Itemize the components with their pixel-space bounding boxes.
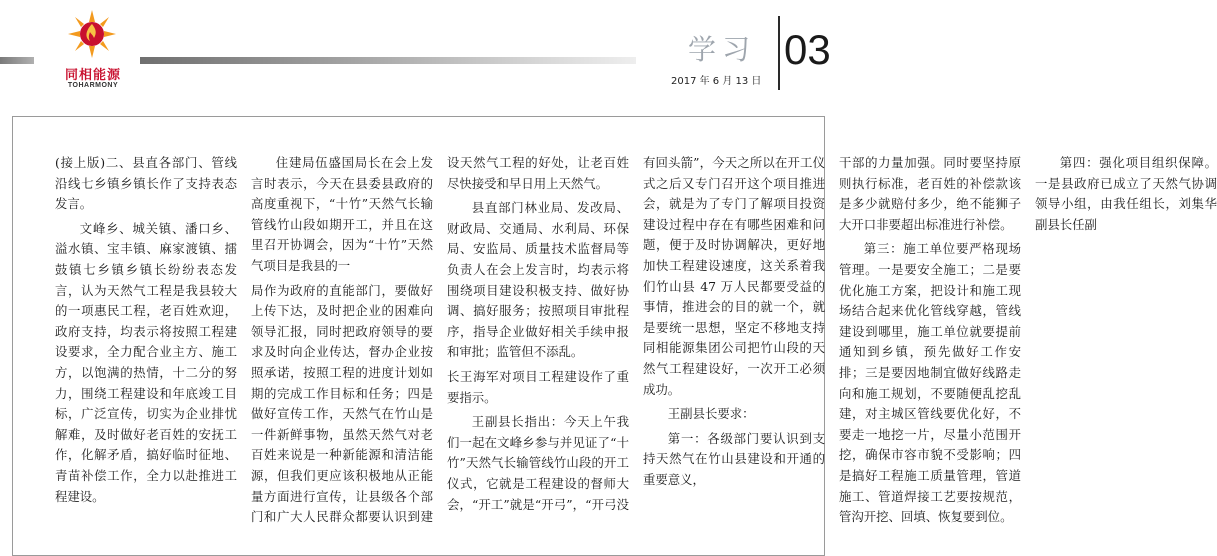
sun-flame-icon [66,8,118,60]
page-number: 03 [784,26,831,73]
logo-text-cn: 同相能源 [64,68,121,83]
header-divider [778,16,780,90]
paragraph: 住建局伍盛国局长在会上发言时表示，今天在县委县政府的高度重视下，“十竹”天然气长输管线竹山段如期开工，并且在这里召开协调会，因为“十竹”天然气项目是我县的一 [251,155,433,273]
article-body [55,153,1217,533]
paragraph: 王副县长要求： [667,406,755,422]
logo-text-en: TOHARMONY [67,82,119,89]
paragraph: 第三：施工单位要严格现场管理。一是要安全施工；二是要优化施工方案，把设计和施工现场结合起来优化管线穿越，管线建设到哪里，施工单位就要提前通知到乡镇，预先做好工作安排；三是要因地制宜做好线路走向和施工规划，不要随便乱挖乱建，对主城区管线要优化好，不要走一地挖一片，尽量小范围开挖，确保市容市貌不受影响；四是搞好工程施工质量管理，管道施工、管道焊接工艺要按规范，管沟开挖、回填、恢复要到位。 [839,241,1021,525]
section-title: 学习 [688,33,757,66]
paragraph: 第四：强化项目组织保障。一是县政府已成立了天然气协调领导小组，由我任组长，刘集华副县长任副 [1035,155,1217,232]
paragraph: 文峰乡、城关镇、潘口乡、溢水镇、宝丰镇、麻家渡镇、擂鼓镇七乡镇乡镇长纷纷表态发言，认为天然气工程是我县较大的一项惠民工程，老百姓欢迎，政府支持，均表示将按照工程建设要求，全力配合业主方、施工方，以饱满的热情，十二分的努力，围绕工程建设和年底竣工目标，广泛宣传，切实为企业排忧解难，及时做好老百姓的安抚工作，化解矛盾，搞好临时征地、青苗补偿工作，全力以赴推进工程建设。 [55,220,237,504]
issue-date: 2017 年 6 月 13 日 [671,76,762,87]
header-stripe [140,57,636,64]
paragraph: (接上版)二、县直各部门、管线沿线七乡镇乡镇长作了支持表态发言。 [55,155,237,212]
paragraph: 第一：各级部门要认识到支持天然气在竹山县建设和开通的重要意义， [643,430,825,487]
company-logo [48,8,134,92]
header-stripe-left [0,57,34,64]
paragraph: 局作为政府的直能部门，要做好上传下达，及时把企业的困难向领导汇报，同时把政府领导的要求及时向企业传达，督办企业按照承诺，按照工程的进度计划如期的完成工作目标和任务；四是做好宣传工作，天然气在竹山是一件新鲜事物，虽然天然气对老百姓来说是一种新能源和清洁能源，但我们更应该积极地从正能量方面进行宣传，让县级各个部门和广大人民群众都要认识到建设天然气工程的好处，让老百姓尽快接受和早日用上天然气。 [251,155,629,525]
paragraph: 王副县长指出：今天上午我们一起在文峰乡参与并见证了“十竹”天然气长输管线竹山段的开工仪式，它就是工程建设的督师大会，“开工”就是“开弓”，“开弓没有回头箭”，今天之所以在开工仪式之后又专门召开这个项目推进会，就是为了专门了解项目投资建设过程中存在有哪些困难和问题，便于及时协调解决，更好地加快工程建设速度，这关系着我们竹山县 47 万人民都要受益的事情，推进会的目的就一个，就是要统一思想，坚定不移地支持同相能源集团公司把竹山段的天然气工程建设好，一次开工必须成功。 [447,155,825,512]
paragraph: 县直部门林业局、发改局、财政局、交通局、水利局、环保局、安监局、质量技术监督局等负责人在会上发言时，均表示将围绕项目建设积极支持、做好协调、搞好服务；按照项目审批程序，指导企业做好相关手续申报和审批；监管但不添乱。 [447,200,629,360]
paragraph: 干部的力量加强。同时要坚持原则执行标准，老百姓的补偿款该是多少就赔付多少，绝不能狮子大开口非要超出标准进行补偿。 [839,155,1021,232]
paragraph: 长王海军对项目工程建设作了重要指示。 [447,368,629,405]
page-header [0,0,837,108]
